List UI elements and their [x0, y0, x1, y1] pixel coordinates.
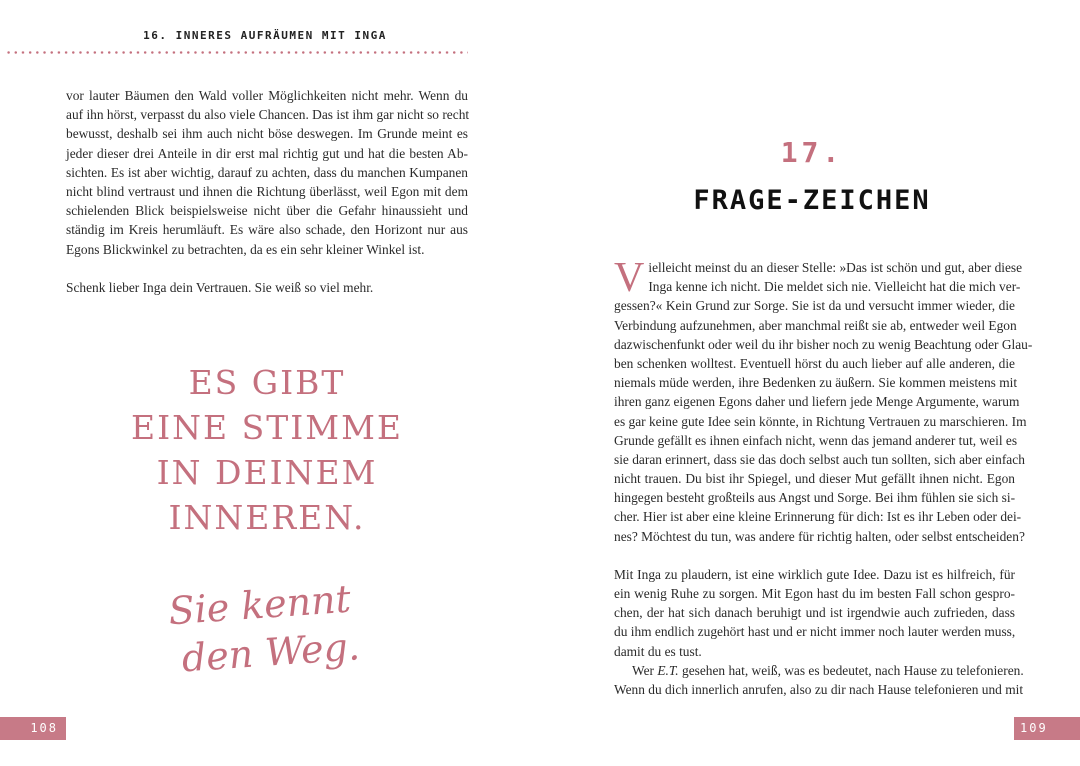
text-line: nicht trauen. Du bist ihr Spiegel, und dieser Mut gefällt ihnen nicht. Egon — [614, 471, 1015, 487]
text-line: dazwischenfunkt oder weil du ihr bisher noch zu wenig Beachtung oder Glau- — [614, 336, 1033, 352]
script-line: den Weg. — [180, 624, 362, 681]
script-quote — [167, 573, 383, 683]
right-paragraph-3 — [614, 661, 1024, 680]
text-line: Verbindung aufzunehmen, aber manchmal reißt sie ab, entweder weil Egon — [614, 317, 1017, 333]
text-line: schielenden Blick beispielsweise nicht über die Gefahr hinaussieht und — [66, 203, 468, 219]
dotted-divider — [5, 51, 468, 54]
page-number-right: 109 — [1014, 717, 1080, 740]
text-line: ielleicht meinst du an dieser Stelle: »Das ist schön und gut, aber diese — [648, 260, 1023, 275]
italic-title: E.T. — [657, 662, 679, 678]
text-line: auf ihn hörst, verpasst du also viele Chancen. Das ist ihm gar nicht so recht — [66, 107, 470, 123]
chapter-number: 17. — [780, 136, 844, 169]
text-line: ben schenken wolltest. Eventuell hörst du auch lieber auf alle anderen, die — [614, 355, 1015, 371]
left-paragraph-2: Schenk lieber Inga dein Vertrauen. Sie weiß so viel mehr. — [66, 279, 374, 295]
text-line: sie daran erinnert, dass sie das doch selbst auch tun sollten, sich aber einfach — [614, 451, 1025, 467]
right-paragraph-2 — [614, 565, 1015, 661]
drop-cap: V — [614, 255, 645, 301]
text-line: gessen?« Kein Grund zur Sorge. Sie ist da und versucht immer wieder, die — [614, 298, 1015, 314]
text-line: cher. Hier ist aber eine kleine Erinnerung für dich: Ist es ihr Leben oder dei- — [614, 509, 1022, 525]
left-body-text — [66, 86, 468, 297]
text: Wer — [632, 662, 658, 678]
text-line: sichten. Es ist aber wichtig, darauf zu achten, dass du manchen Kumpanen — [66, 164, 468, 180]
quote-line: IN DEINEM — [156, 453, 378, 492]
text-line: bewusst, deshalb sei ihm auch nicht böse deswegen. Im Grunde meint es — [66, 126, 468, 142]
text-line: vor lauter Bäumen den Wald voller Möglichkeiten nicht mehr. Wenn du — [66, 88, 468, 103]
chapter-title: FRAGE-ZEICHEN — [693, 185, 931, 216]
text-line: Wenn du dich innerlich anrufen, also zu dir nach Hause telefonieren und mit — [614, 681, 1024, 697]
quote-line: EINE STIMME — [131, 408, 403, 447]
script-line: Sie kennt — [167, 576, 353, 634]
text-line: Grunde gefällt es ihnen einfach nicht, wenn das jemand anderer tut, weil es — [614, 432, 1018, 448]
text-line: es gar keine gute Idee sein könnte, in Richtung Vertrauen zu marschieren. Im — [614, 413, 1027, 429]
text-line: damit du es tust. — [614, 643, 702, 659]
text-line: ständig im Kreis herumläuft. Es wäre also schade, den Horizont nur aus — [66, 222, 468, 238]
right-paragraph-1 — [614, 255, 1033, 546]
right-body-text — [614, 255, 1033, 699]
text-line: ihren ganz eigenen Egons daher und liefern jede Menge Argumente, warum — [614, 394, 1020, 410]
page-number-left: 108 — [0, 717, 66, 740]
text-line: nicht blind vertraust und ihnen die Richtung überlässt, weil Egon mit dem — [66, 183, 468, 199]
text-line: chen, der hat sich danach beruhigt und ist irgendwie auch zufrieden, dass — [614, 605, 1015, 621]
text-line: niemals müde werden, ihre Bedenken zu äußern. Sie kommen meistens mit — [614, 375, 1018, 391]
quote-line: INNEREN. — [168, 498, 366, 537]
quote-line: ES GIBT — [188, 363, 346, 402]
text-line: jeder dieser drei Anteile in dir erst mal richtig gut und hat die besten Ab- — [66, 145, 468, 161]
text-line: Inga kenne ich nicht. Die meldet sich nie. Vielleicht hat die mich ver- — [648, 279, 1021, 295]
pull-quote — [110, 360, 424, 540]
left-paragraph-1 — [66, 86, 468, 259]
text: gesehen hat, weiß, was es bedeutet, nach Hause zu telefonieren. — [678, 662, 1024, 678]
text-line: Egons Blickwinkel zu betrachten, da es ein sehr kleiner Winkel ist. — [66, 241, 425, 257]
text-line: nes? Möchtest du tun, was andere für richtig halten, oder selbst entscheiden? — [614, 528, 1025, 544]
text-line: du ihm endlich zugehört hast und er nicht immer noch lauter werden muss, — [614, 624, 1016, 640]
text-line: hingegen besteht großteils aus Angst und Sorge. Bei ihm fühlen sie sich si- — [614, 490, 1016, 506]
text-line: Mit Inga zu plaudern, ist eine wirklich gute Idee. Dazu ist es hilfreich, für — [614, 566, 1015, 582]
running-head: 16. INNERES AUFRÄUMEN MIT INGA — [143, 29, 387, 42]
text-line: ein wenig Ruhe zu sorgen. Mit Egon hast du im besten Fall schon gespro- — [614, 586, 1015, 601]
